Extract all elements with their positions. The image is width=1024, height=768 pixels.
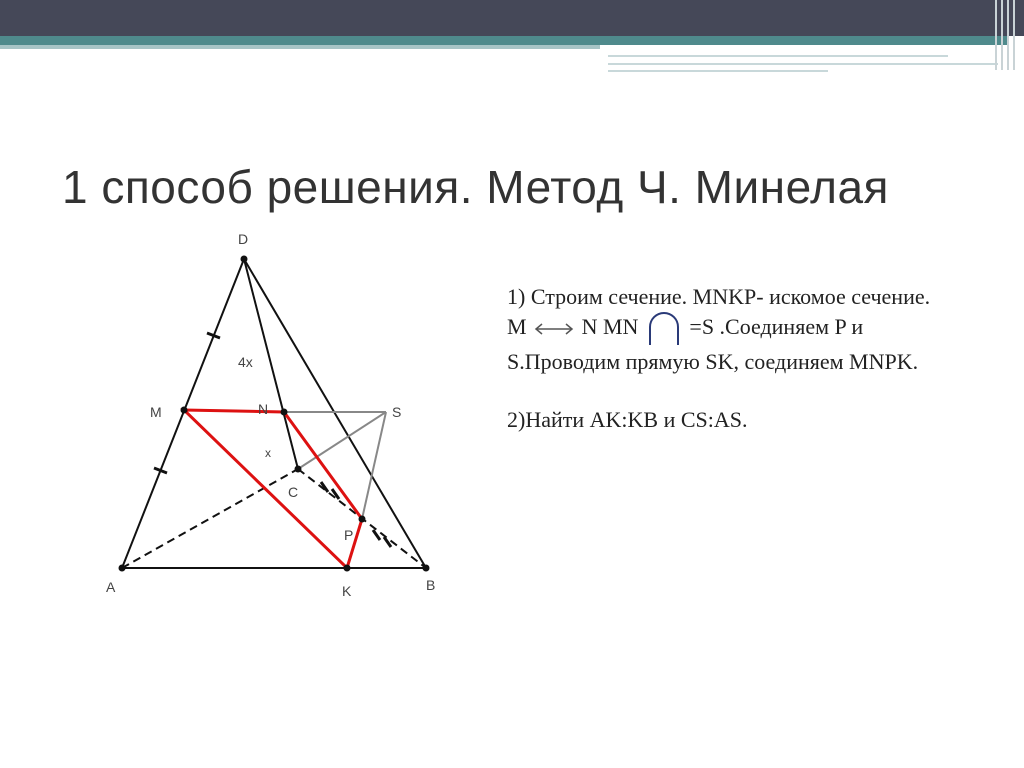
tick-marks — [154, 333, 391, 547]
solution-text — [507, 282, 957, 434]
construction-lines — [284, 412, 386, 519]
segment-label-x: x — [265, 446, 271, 460]
point-b — [423, 565, 430, 572]
intersection-icon — [644, 311, 684, 347]
line-sc — [298, 412, 386, 469]
label-s: S — [392, 404, 402, 420]
step-1-continued — [507, 311, 957, 376]
step-1-text: 1) Строим сечение. MNKP- искомое сечение. — [507, 284, 931, 309]
spacer — [507, 376, 957, 405]
label-d: D — [238, 231, 249, 247]
point-p — [359, 516, 366, 523]
tetrahedron-edges — [122, 259, 426, 568]
section-mnpk — [184, 410, 362, 568]
tick-pb — [373, 530, 380, 540]
point-n — [281, 409, 288, 416]
label-a: A — [106, 579, 116, 595]
edge-ac — [122, 469, 298, 568]
point-d — [241, 256, 248, 263]
step-2-text: 2)Найти AK:KB и CS:AS. — [507, 407, 748, 432]
tick-cp — [332, 489, 339, 499]
label-k: K — [342, 583, 352, 599]
label-b: B — [426, 577, 436, 593]
letters-n-mn: N MN — [581, 314, 639, 340]
segment-label-4x: 4x — [238, 354, 253, 370]
slide-title: 1 способ решения. Метод Ч. Минелая — [62, 161, 889, 213]
label-p: P — [344, 527, 354, 543]
point-c — [295, 466, 302, 473]
letter-m: M — [507, 314, 527, 340]
point-a — [119, 565, 126, 572]
step-1-rest: =S .Соединяем P и S.Проводим прямую SK, соединяем MNPK. — [507, 314, 919, 374]
point-k — [344, 565, 351, 572]
tick-pb — [384, 537, 391, 547]
label-c: C — [288, 484, 299, 500]
double-arrow-icon — [532, 322, 576, 336]
point-m — [181, 407, 188, 414]
edge-da — [122, 259, 244, 568]
label-m: M — [150, 404, 162, 420]
label-n: N — [258, 401, 269, 417]
